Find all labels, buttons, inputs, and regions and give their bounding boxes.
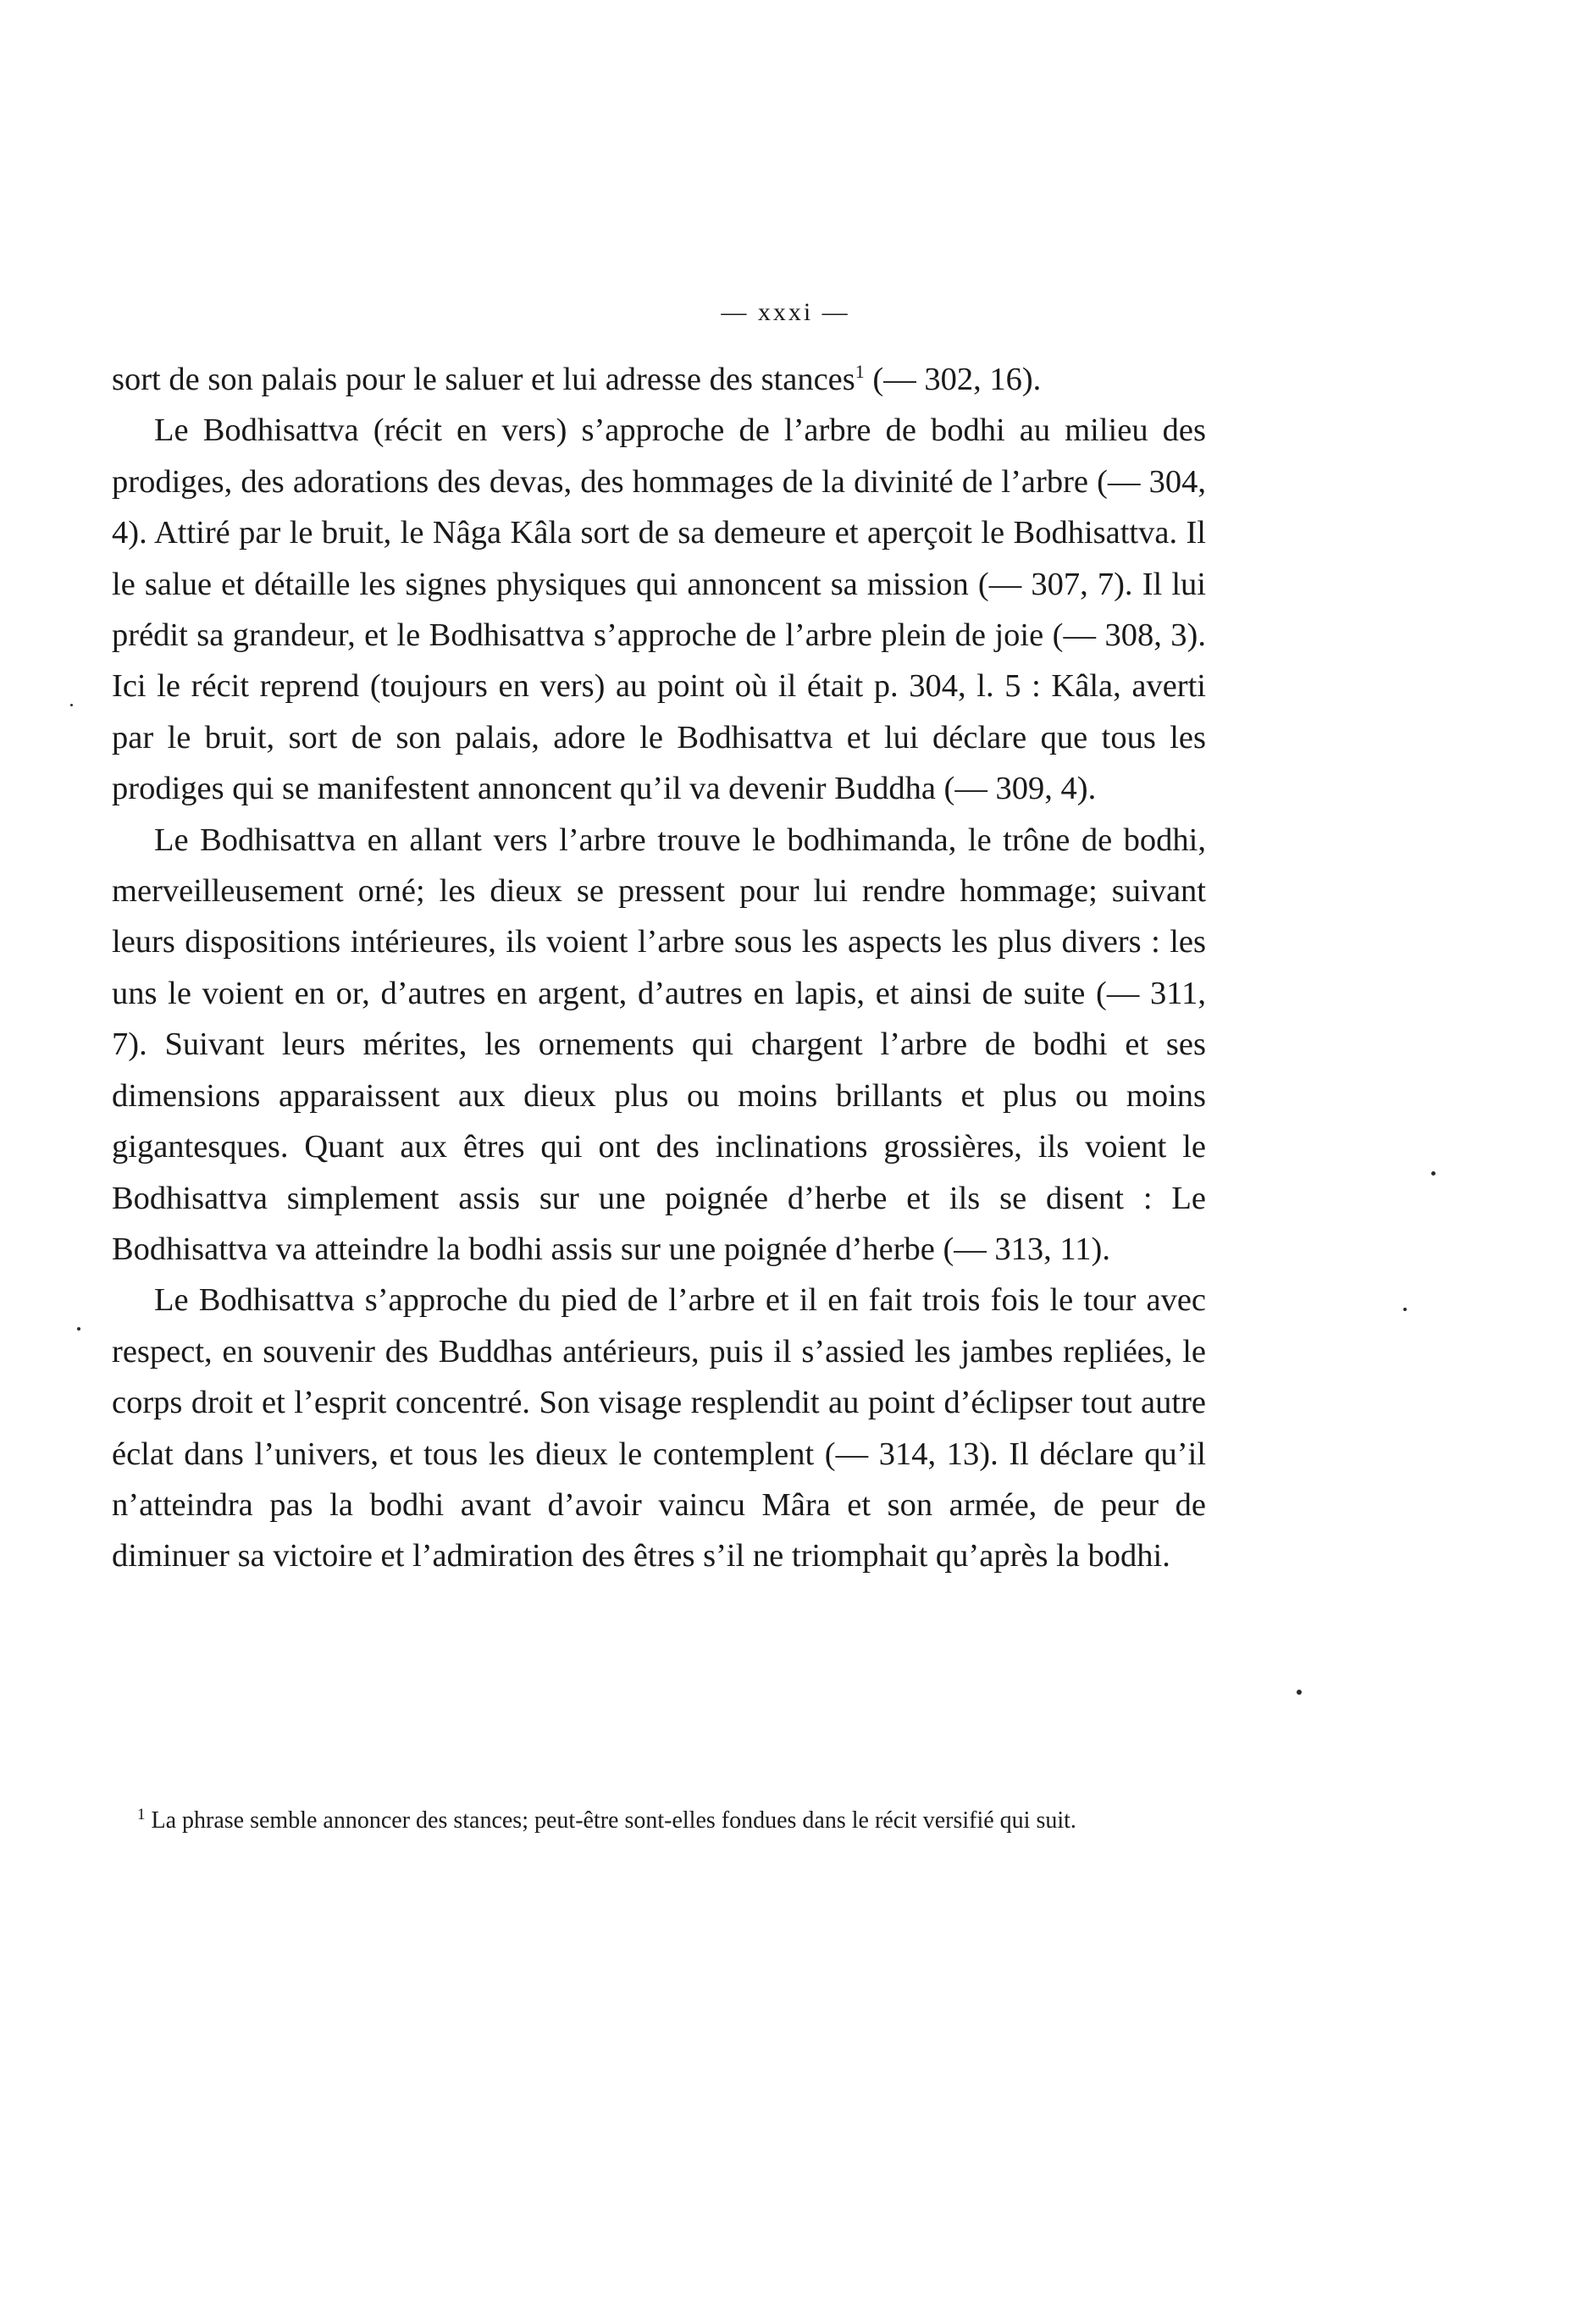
paragraph: Le Bodhisattva (récit en vers) s’approche de l’arbre de bodhi au milieu des prodiges, des adorations des devas, des hommages de la divinité de l’arbre (— 304, 4). Attiré par le bruit, le Nâga Kâla sort de sa demeure et aperçoit le Bodhisattva. Il le salue et détaille les signes physiques qui annoncent sa mission (— 307, 7). Il lui prédit sa grandeur, et le Bodhisattva s’approche de l’arbre plein de joie (— 308, 3). Ici le récit reprend (toujours en vers) au point où il était p. 304, l. 5 : Kâla, averti par le bruit, sort de son palais, adore le Bodhisattva et lui déclare que tous les prodiges qui se manifestent annoncent qu’il va devenir Buddha (— 309, 4). xyxy=(112,412,1206,807)
paragraph: Le Bodhisattva s’approche du pied de l’arbre et il en fait trois fois le tour avec respect, en souvenir des Buddhas antérieurs, puis il s’assied les jambes repliées, le corps droit et l’esprit concentré. Son visage resplendit au point d’éclipser tout autre éclat dans l’univers, et tous les dieux le contemplent (— 314, 13). Il déclare qu’il n’atteindra pas la bodhi avant d’avoir vaincu Mâra et son armée, de peur de diminuer sa victoire et l’admiration des êtres s’il ne triomphait qu’après la bodhi. xyxy=(112,1282,1206,1574)
footnote-marker: 1 xyxy=(137,1806,146,1823)
footnote-reference: 1 xyxy=(855,361,865,382)
speck xyxy=(1403,1308,1407,1311)
footnote-text: La phrase semble annoncer des stances; peut-être sont-elles fondues dans le récit versifié qui suit. xyxy=(151,1807,1076,1834)
speck xyxy=(70,704,73,706)
body-text xyxy=(112,354,1206,1582)
speck xyxy=(77,1327,80,1331)
paragraph: Le Bodhisattva en allant vers l’arbre trouve le bodhimanda, le trône de bodhi, merveilleusement orné; les dieux se pressent pour lui rendre hommage; suivant leurs dispositions intérieures, ils voient l’arbre sous les aspects les plus divers : les uns le voient en or, d’autres en argent, d’autres en lapis, et ainsi de suite (— 311, 7). Suivant leurs mérites, les ornements qui chargent l’arbre de bodhi et ses dimensions apparaissent aux dieux plus ou moins brillants et plus ou moins gigantesques. Quant aux êtres qui ont des inclinations grossières, ils voient le Bodhisattva simplement assis sur une poignée d’herbe et ils se disent : Le Bodhisattva va atteindre la bodhi assis sur une poignée d’herbe (— 313, 11). xyxy=(112,822,1206,1267)
page-number-header: — xxxi — xyxy=(721,298,850,326)
speck xyxy=(1297,1690,1302,1695)
paragraph-continued xyxy=(112,354,1206,405)
speck xyxy=(1431,1171,1435,1176)
paragraph-citation: (— 302, 16). xyxy=(864,362,1042,397)
footnote xyxy=(112,1802,1206,1840)
paragraph-text: sort de son palais pour le saluer et lui adresse des stances xyxy=(112,362,855,397)
